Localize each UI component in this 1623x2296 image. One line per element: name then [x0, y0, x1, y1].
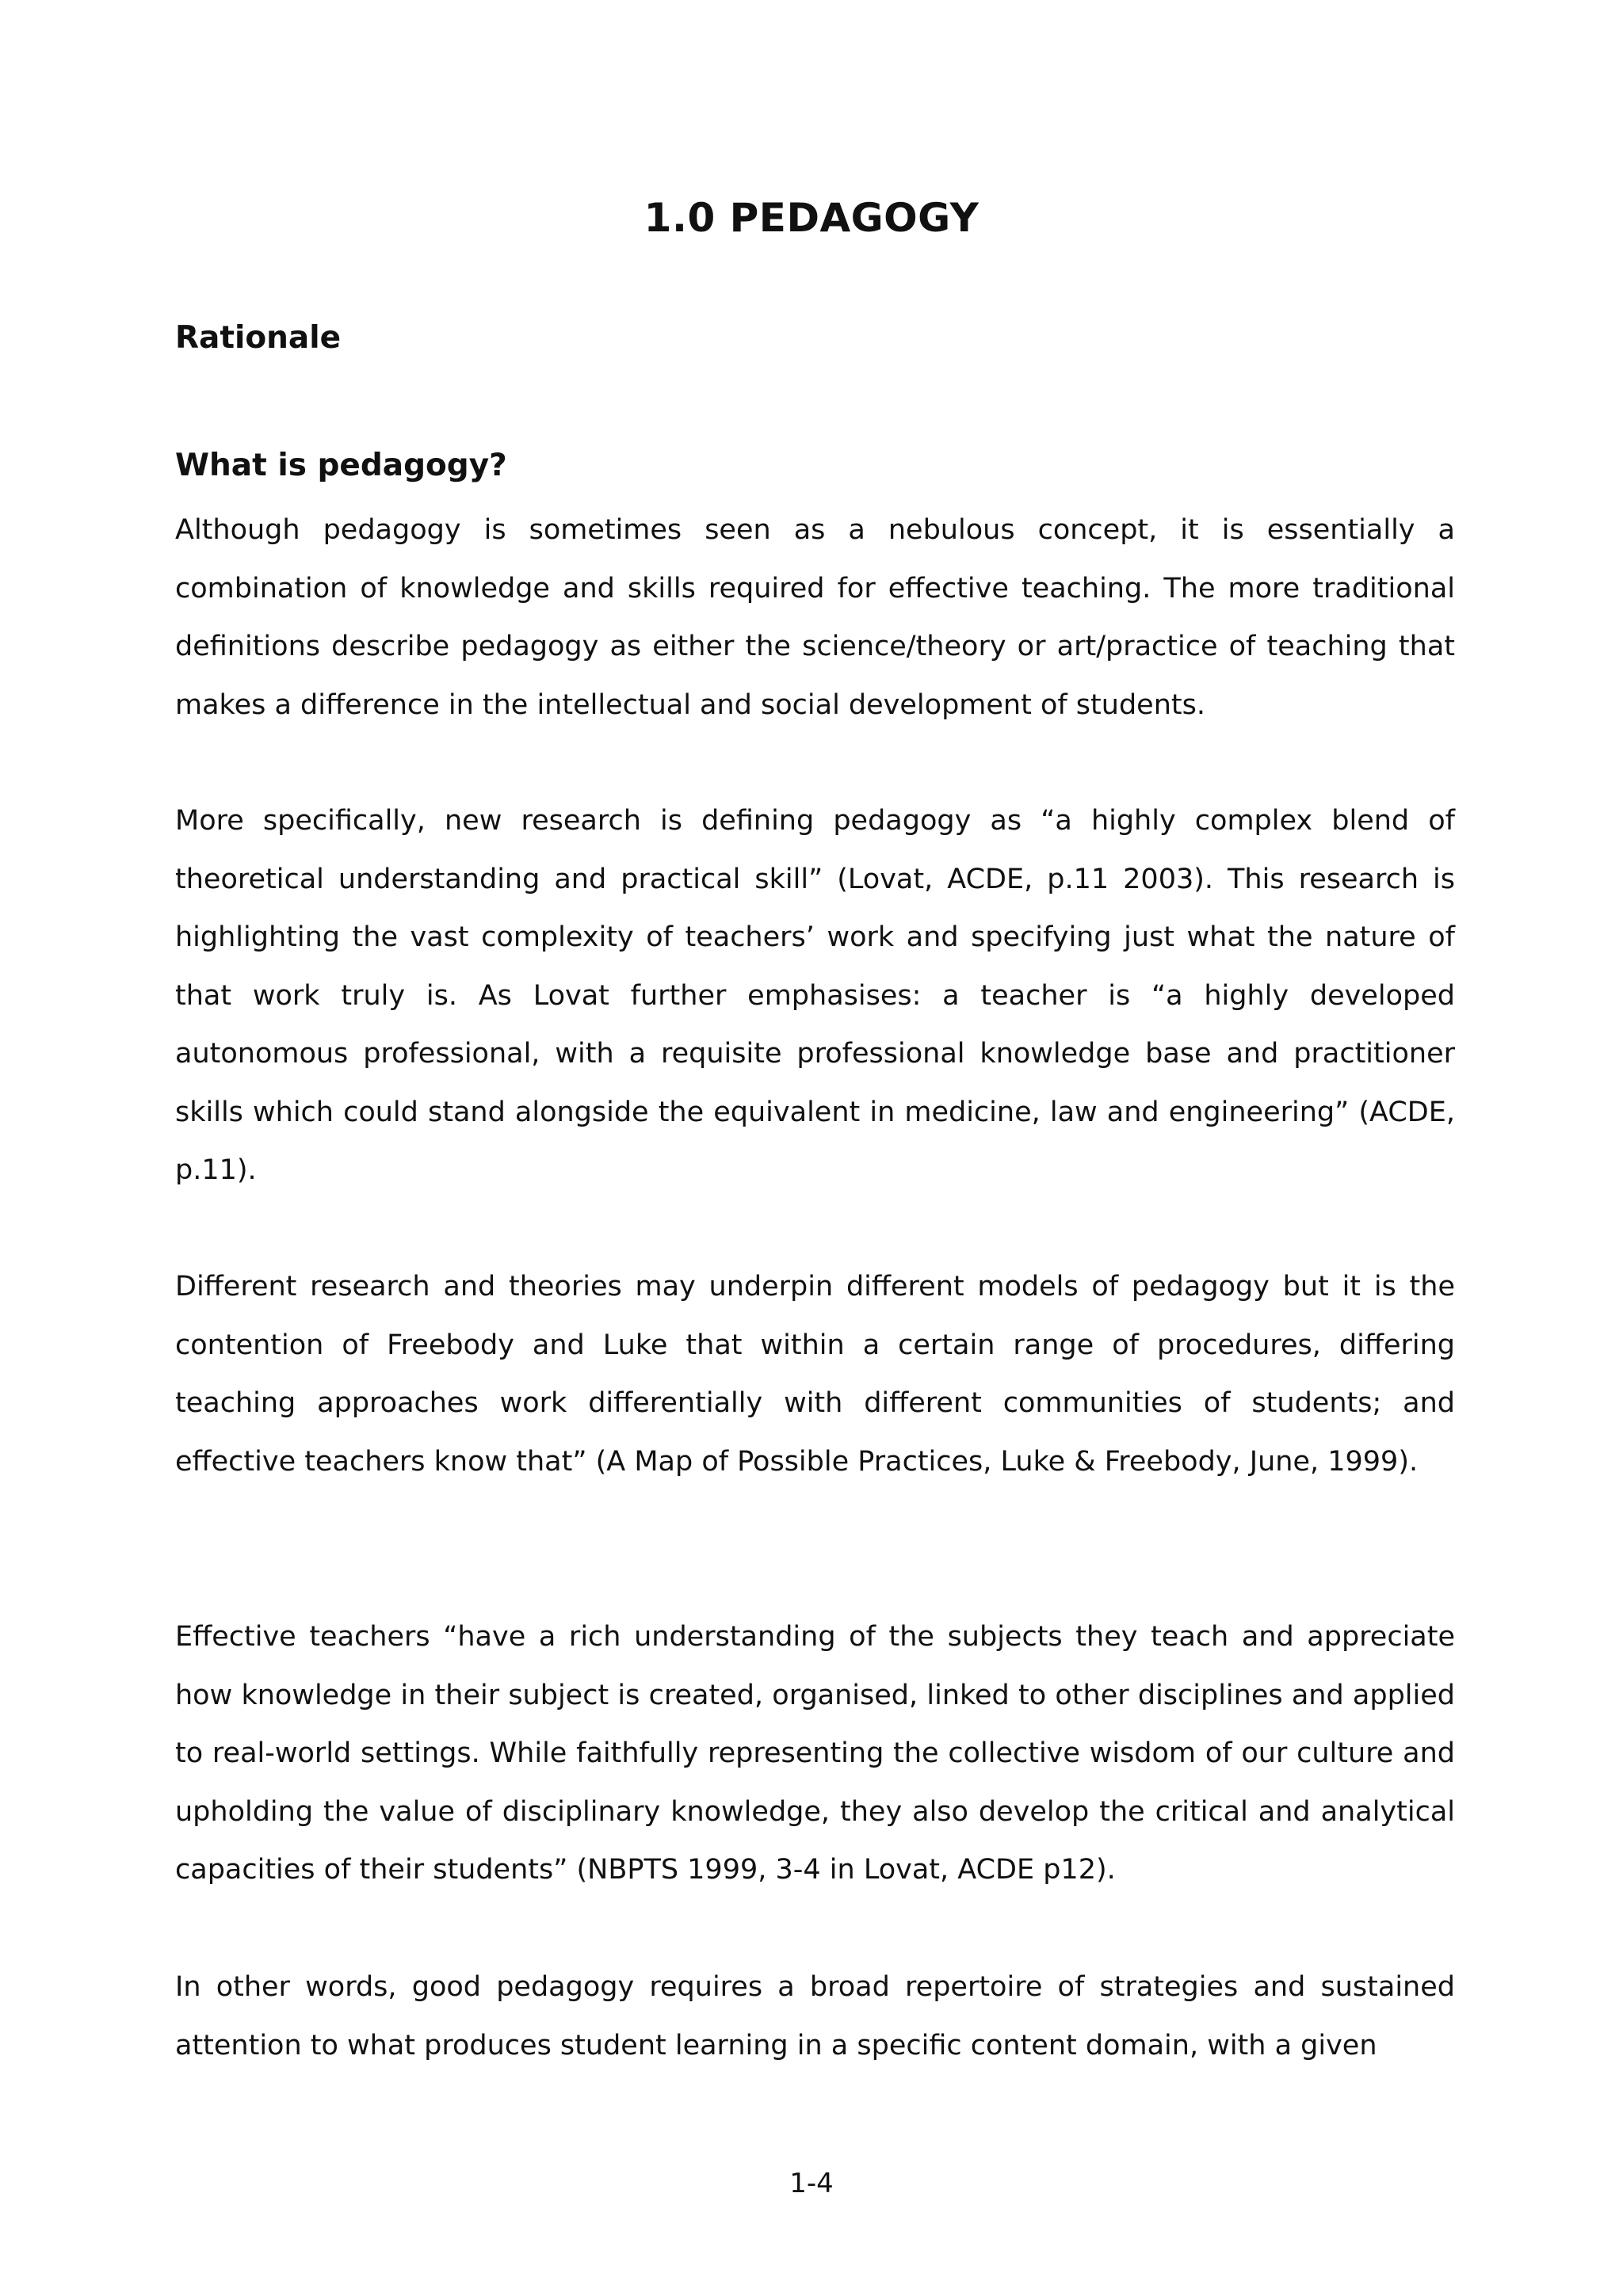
paragraph-models-of-pedagogy: Different research and theories may underpin different models of pedagogy but it is the contention of Freebody and Luke that within a certain range of procedures, differing teaching approaches work differentially with different communities of students; and effective teachers know that” (A Map of Possible Practices, Luke & Freebody, June, 1999). — [175, 1271, 1455, 1478]
paragraph-good-pedagogy: In other words, good pedagogy requires a broad repertoire of strategies and sustained attention to what produces student learning in a specific content domain, with a given — [175, 1971, 1455, 2061]
paragraph-definition: Although pedagogy is sometimes seen as a nebulous concept, it is essentially a combination of knowledge and skills required for effective teaching. The more traditional definitions describe pedagogy as either the science/theory or art/practice of teaching that makes a difference in the intellectual and social development of students. — [175, 514, 1455, 721]
paragraph-new-research: More specifically, new research is defining pedagogy as “a highly complex blend of theoretical understanding and practical skill” (Lovat, ACDE, p.11 2003). This research is highlighting the vast complexity of teachers’ work and specifying just what the nature of that work truly is. As Lovat further emphasises: a teacher is “a highly developed autonomous professional, with a requisite professional knowledge base and practitioner skills which could stand alongside the equivalent in medicine, law and engineering” (ACDE, p.11). — [175, 805, 1455, 1186]
paragraph-effective-teachers: Effective teachers “have a rich understanding of the subjects they teach and appreciate how knowledge in their subject is created, organised, linked to other disciplines and applied to real-world settings. While faithfully representing the collective wisdom of our culture and upholding the value of disciplinary knowledge, they also develop the critical and analytical capacities of their students” (NBPTS 1999, 3-4 in Lovat, ACDE p12). — [175, 1621, 1455, 1886]
page-number: 1-4 — [789, 2168, 834, 2199]
section-heading-rationale: Rationale — [175, 320, 342, 356]
subsection-heading-what-is-pedagogy: What is pedagogy? — [175, 448, 507, 483]
page-title: 1.0 PEDAGOGY — [643, 195, 980, 241]
